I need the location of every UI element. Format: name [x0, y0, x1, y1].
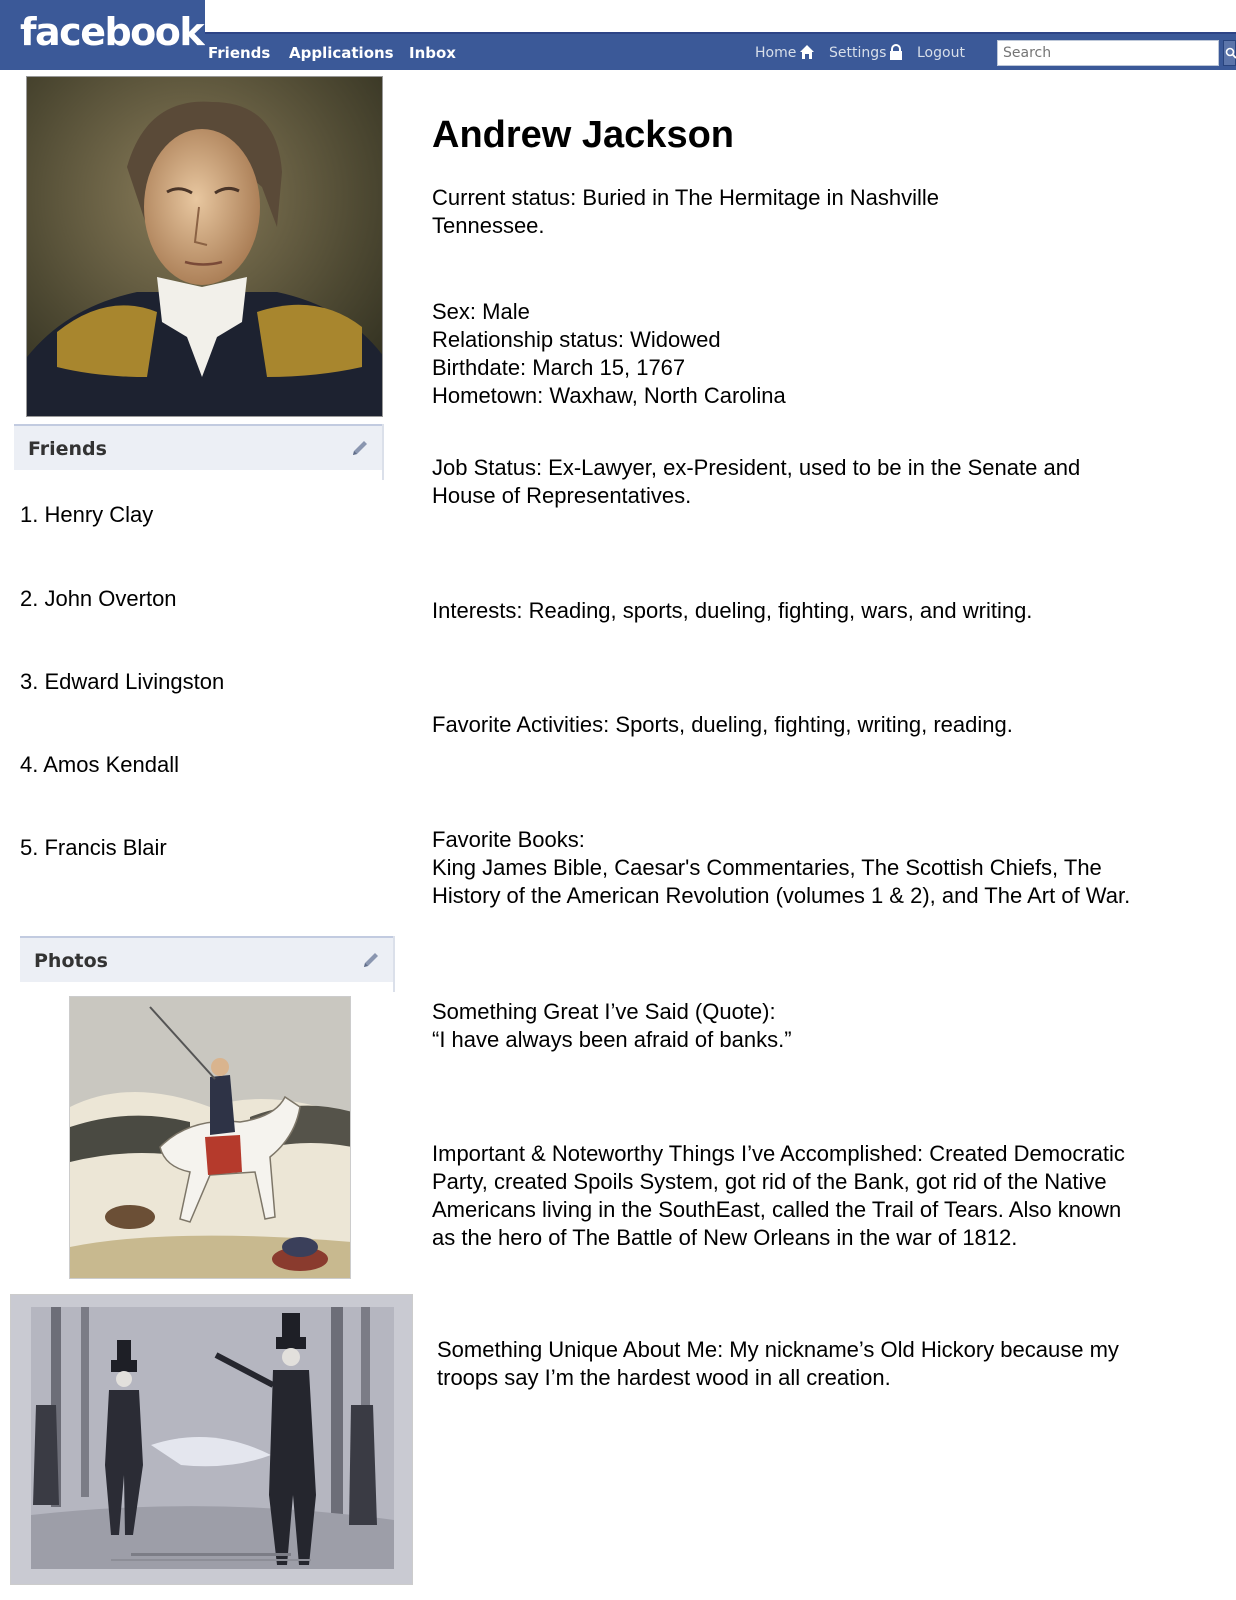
divider: [393, 936, 395, 992]
favorite-activities: Favorite Activities: Sports, dueling, fighting, writing, reading.: [432, 712, 1013, 737]
pencil-icon[interactable]: [361, 950, 381, 970]
nav-friends[interactable]: Friends: [208, 44, 271, 62]
friend-item[interactable]: 5. Francis Blair: [20, 835, 167, 860]
photos-box-header: [20, 936, 393, 982]
quote: Something Great I’ve Said (Quote): “I have always been afraid of banks.”: [432, 999, 792, 1052]
current-status: Current status: Buried in The Hermitage in Nashville Tennessee.: [432, 185, 940, 238]
friend-item[interactable]: 1. Henry Clay: [20, 502, 154, 527]
photo-battle[interactable]: [69, 996, 351, 1279]
profile-name: Andrew Jackson: [432, 114, 734, 156]
friends-box-header: [14, 424, 382, 470]
hometown-field: Hometown: Waxhaw, North Carolina: [432, 383, 786, 408]
divider: [382, 424, 384, 480]
birthdate-field: Birthdate: March 15, 1767: [432, 355, 686, 380]
nav-logout[interactable]: Logout: [917, 45, 965, 61]
relationship-field: Relationship status: Widowed: [432, 327, 721, 352]
friends-title[interactable]: Friends: [28, 438, 107, 460]
friend-item[interactable]: 4. Amos Kendall: [20, 752, 179, 777]
top-navbar: [205, 32, 1236, 70]
nav-applications[interactable]: Applications: [289, 44, 394, 62]
photos-title[interactable]: Photos: [34, 950, 108, 972]
friend-item[interactable]: 2. John Overton: [20, 586, 177, 611]
basic-info: [432, 298, 1212, 410]
sex-field: Sex: Male: [432, 299, 530, 324]
search-input[interactable]: [997, 40, 1219, 66]
search-button[interactable]: [1223, 40, 1236, 66]
facebook-logo[interactable]: facebook: [20, 10, 204, 54]
job-status: Job Status: Ex-Lawyer, ex-President, used to be in the Senate and House of Representatives.: [432, 455, 1081, 508]
interests: Interests: Reading, sports, dueling, fighting, wars, and writing.: [432, 598, 1033, 623]
pencil-icon[interactable]: [350, 438, 370, 458]
unique-about-me: Something Unique About Me: My nickname’s Old Hickory because my troops say I’m the hardest wood in all creation.: [437, 1337, 1119, 1390]
profile-picture[interactable]: [26, 76, 383, 417]
favorite-books: Favorite Books: King James Bible, Caesar's Commentaries, The Scottish Chiefs, The History of the American Revolution (volumes 1 & 2), and The Art of War.: [432, 827, 1131, 908]
nav-home[interactable]: Home: [755, 45, 797, 61]
nav-inbox[interactable]: Inbox: [409, 44, 456, 62]
logo-box[interactable]: [0, 0, 205, 70]
search-icon: [1225, 47, 1236, 59]
photo-duel[interactable]: [10, 1294, 413, 1585]
friend-item[interactable]: 3. Edward Livingston: [20, 669, 225, 694]
lock-icon[interactable]: [888, 44, 904, 60]
home-icon[interactable]: [799, 44, 815, 60]
nav-settings[interactable]: Settings: [829, 45, 887, 61]
accomplishments: Important & Noteworthy Things I’ve Accomplished: Created Democratic Party, created Spoils System, got rid of the Bank, got rid of the Native Americans living in the SouthEast, called the Trail of Tears. Also known as the hero of The Battle of New Orleans in the war of 1812.: [432, 1141, 1125, 1250]
